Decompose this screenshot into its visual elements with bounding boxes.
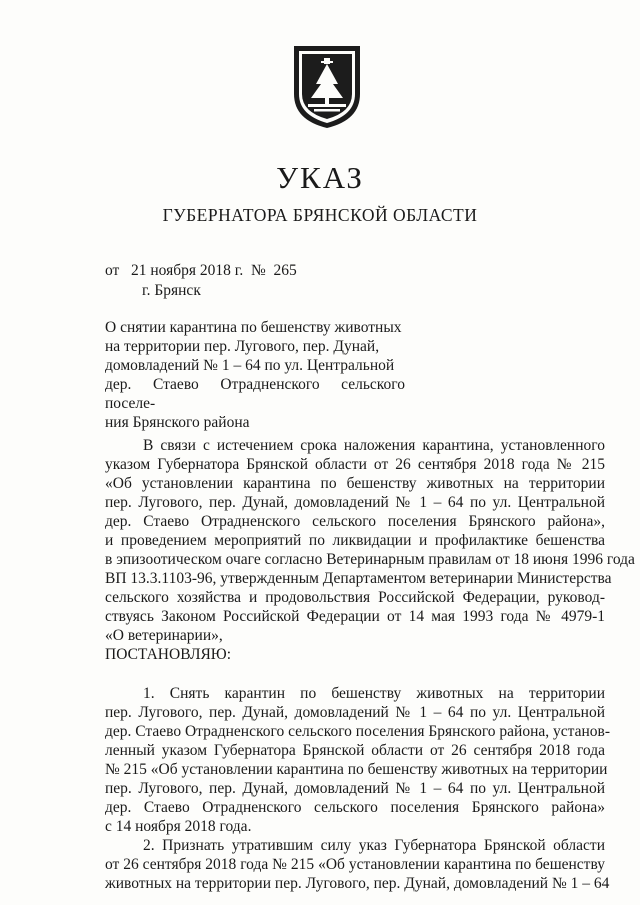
item-1-line: 1. Снять карантин по бешенству животных на территории <box>143 685 605 702</box>
item-1-line: с 14 ноября 2018 года. <box>105 818 252 835</box>
body-line: указом Губернатора Брянской области от 26 сентября 2018 года № 215 <box>105 456 605 473</box>
body-line: сельского хозяйства и продовольствия Российской Федерации, руковод- <box>105 589 605 606</box>
body-line: ВП 13.3.1103-96, утвержденным Департаментом ветеринарии Министерства <box>105 570 612 587</box>
body-line: ствуясь Законом Российской Федерации от 14 мая 1993 года № 4979-1 <box>105 608 605 625</box>
item-2-line: 2. Признать утратившим силу указ Губернатора Брянской области <box>143 837 605 854</box>
coat-of-arms-emblem <box>290 42 364 130</box>
subject-line: домовладений № 1 – 64 по ул. Центральной <box>105 357 395 374</box>
item-1-line: дер. Стаево Отрадненского сельского поселения Брянского района» <box>105 799 605 816</box>
body-line: В связи с истечением срока наложения карантина, установленного <box>143 437 605 454</box>
subject-line: О снятии карантина по бешенству животных <box>105 319 402 336</box>
item-1-line: пер. Лугового, пер. Дунай, домовладений № 1 – 64 по ул. Центральной <box>105 704 605 721</box>
resolve-heading: ПОСТАНОВЛЯЮ: <box>105 646 232 663</box>
body-line: «Об установлении карантина по бешенству животных на территории <box>105 475 605 492</box>
subject-line: дер. Стаево Отрадненского сельского поселе- <box>105 376 405 412</box>
decree-subject <box>105 318 405 432</box>
item-1-line: ленный указом Губернатора Брянской области от 26 сентября 2018 года <box>105 742 605 759</box>
document-title: УКАЗ <box>276 160 364 195</box>
item-1-line: № 215 «Об установлении карантина по бешенству животных на территории <box>105 761 608 778</box>
body-line: пер. Лугового, пер. Дунай, домовладений № 1 – 64 по ул. Центральной <box>105 494 605 511</box>
date-and-number: от 21 ноября 2018 г. № 265 <box>105 262 297 279</box>
city: г. Брянск <box>142 282 201 299</box>
subject-line: ния Брянского района <box>105 414 250 431</box>
item-2-line: животных на территории пер. Лугового, пер. Дунай, домовладений № 1 – 64 <box>105 875 610 892</box>
body-line: в эпизоотическом очаге согласно Ветеринарным правилам от 18 июня 1996 года <box>105 551 635 568</box>
item-2-line: от 26 сентября 2018 года № 215 «Об установлении карантина по бешенству <box>105 856 605 873</box>
item-1-line: пер. Лугового, пер. Дунай, домовладений № 1 – 64 по ул. Центральной <box>105 780 605 797</box>
decree-body <box>105 436 635 893</box>
item-1-line: дер. Стаево Отрадненского сельского поселения Брянского района, установ- <box>105 723 611 740</box>
body-line: дер. Стаево Отрадненского сельского поселения Брянского района», <box>105 513 605 530</box>
body-line: и проведением мероприятий по ликвидации и профилактике бешенства <box>105 532 605 549</box>
body-line: «О ветеринарии», <box>105 627 223 644</box>
subject-line: на территории пер. Лугового, пер. Дунай, <box>105 338 380 355</box>
document-subtitle: ГУБЕРНАТОРА БРЯНСКОЙ ОБЛАСТИ <box>162 205 478 225</box>
